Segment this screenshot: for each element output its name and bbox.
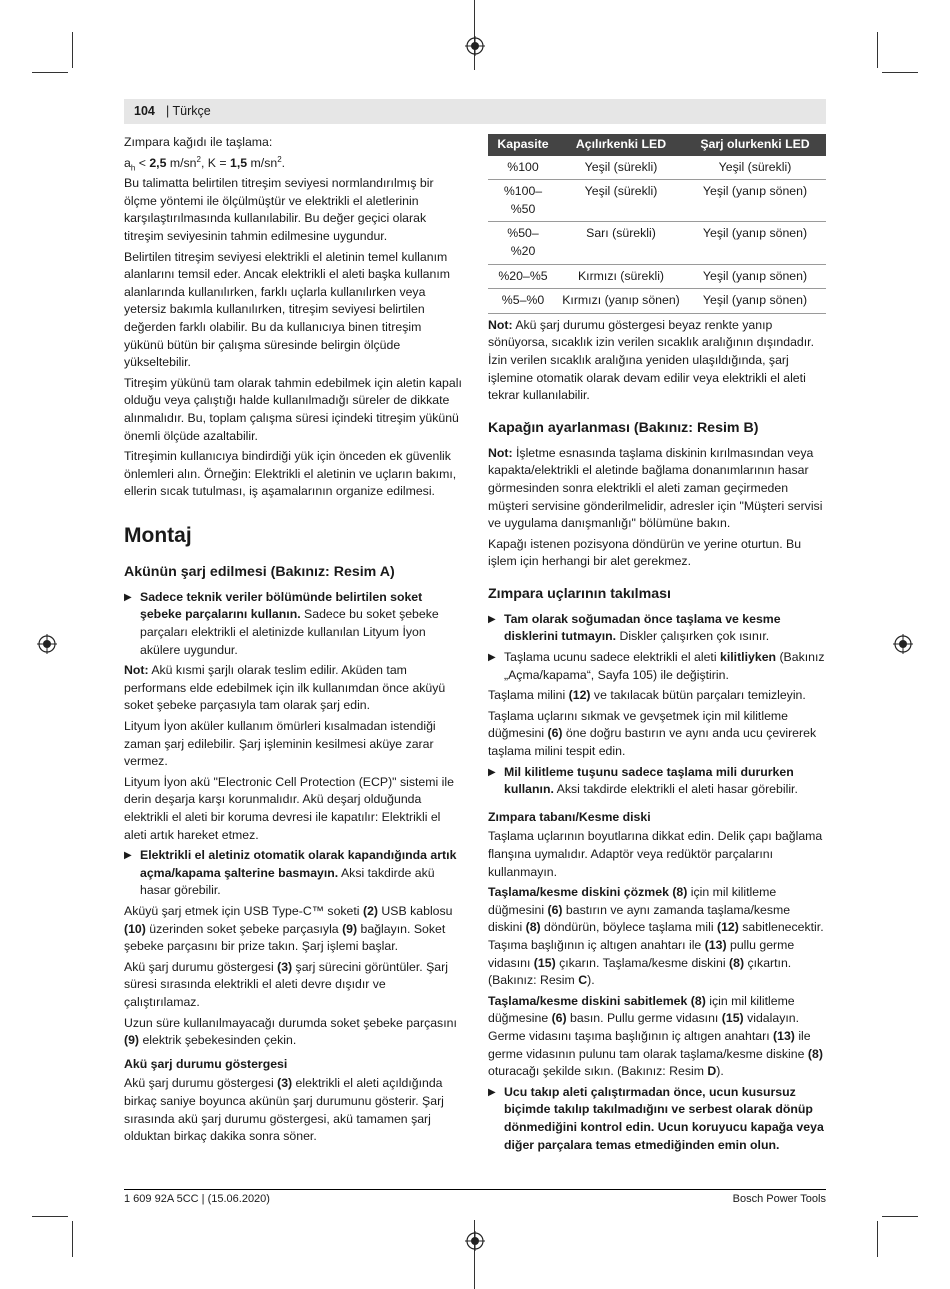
vibration-values: $a_h < 2,5$ $m/sn^2$, K = 1,5 $m/sn^2$. bbox=[124, 154, 286, 173]
table-row bbox=[488, 180, 826, 222]
note: Not: Akü şarj durumu göstergesi beyaz renkte yanıp sönüyorsa, sıcaklık izin verilen sıcaklık aralığının dışındadır. İzin verilen sıcaklık aralığına yeniden ulaşıldığında, şarj işlemine otomatik olarak devam edilir veya elektrikli el aleti tekrar kullanılabilir. bbox=[488, 317, 815, 403]
paragraph: Taşlama milini (12) ve takılacak bütün parçaları temizleyin. bbox=[488, 688, 806, 703]
warning-bullet: ▶ Sadece teknik veriler bölümünde belirtilen soket şebeke parçalarını kullanın. Sadece bu soket şebeke parçaları elektrikli el aletinizde kullanılan Lityum İyon akülere uygundur. bbox=[124, 589, 439, 657]
triangle-bullet-icon: ▶ bbox=[124, 591, 132, 603]
footer-brand: Bosch Power Tools bbox=[732, 1193, 826, 1205]
warning-bullet: ▶ Mil kilitleme tuşunu sadece taşlama mili dururken kullanın. Aksi takdirde elektrikli el aleti hasar görebilir. bbox=[488, 764, 798, 797]
paragraph: Taşlama/kesme diskini çözmek (8) için mil kilitleme düğmesini (6) bastırın ve aynı zamanda taşlama/kesme diskini (8) döndürün, böylece taşlama mili (12) sabitlenecektir. Taşıma başlığının iç altıgen anahtarı ile (13) pullu germe vidasını (15) çıkarın. Taşlama/kesme diskini (8) çıkartın. (Bakınız: Resim C). bbox=[488, 885, 824, 988]
paragraph: Titreşim yükünü tam olarak tahmin edebilmek için aletin kapalı olduğu veya çalıştığı halde kullanılmadığı süreler de dikkate alınmalıdır. Bu, toplam çalışma süresi içindeki titreşim yükünü önemli ölçüde azaltabilir. bbox=[124, 375, 462, 443]
table-cell: Yeşil (yanıp sönen) bbox=[684, 222, 826, 264]
table-cell: Yeşil (yanıp sönen) bbox=[684, 289, 826, 314]
subsection-heading-tips: Zımpara uçlarının takılması bbox=[488, 585, 671, 602]
table-cell: Yeşil (yanıp sönen) bbox=[684, 264, 826, 289]
paragraph: Taşlama/kesme diskini sabitlemek (8) için mil kilitleme düğmesine (6) basın. Pullu germe vidasını (15) vidalayın. Germe vidasını taşıma başlığının iç altıgen anahtarı (13) ile germe vidasının pulunu tam olarak taşlama/kesme diskine (8) oturacağı şekilde sıkın. (Bakınız: Resim D). bbox=[488, 993, 823, 1079]
paragraph: Belirtilen titreşim seviyesi elektrikli el aletinin temel kullanım alanlarını temsil eder. Ancak elektrikli el aleti başka kullanım alanlarında kullanılırken, farklı uçlarla kullanılırken veya yetersiz bakımla kullanılırken, titreşim seviyesi belirtilen değerden farklı olabilir. Bu da kullanıcıya binen titreşim yükünü bütün bir çalışma süresinde belirgin ölçüde yükseltebilir. bbox=[124, 249, 451, 370]
paragraph: Lityum İyon aküler kullanım ömürleri kısalmadan istendiği zaman şarj edilebilir. Şarj işleminin kesilmesi aküye zarar vermez. bbox=[124, 719, 436, 769]
table-cell: %5–%0 bbox=[488, 289, 558, 314]
crop-mark bbox=[72, 1221, 73, 1257]
crop-mark bbox=[882, 1216, 918, 1217]
table-cell: Kırmızı (sürekli) bbox=[558, 264, 684, 289]
table-header-row bbox=[488, 134, 826, 156]
paragraph: Taşlama uçlarını sıkmak ve gevşetmek için mil kilitleme düğmesini (6) öne doğru bastırın ve aynı anda ucu çevirerek taşlama milini tespit edin. bbox=[488, 708, 817, 759]
table-cell: Yeşil (sürekli) bbox=[558, 156, 684, 180]
triangle-bullet-icon: ▶ bbox=[488, 1086, 496, 1098]
table-header: Kapasite bbox=[488, 134, 558, 156]
table-cell: %100 bbox=[488, 156, 558, 180]
right-column bbox=[488, 134, 826, 1157]
crop-mark bbox=[882, 72, 918, 73]
table-row bbox=[488, 156, 826, 180]
table-header: Açılırkenki LED bbox=[558, 134, 684, 156]
table-cell: %100– %50 bbox=[488, 180, 558, 222]
table-cell: %20–%5 bbox=[488, 264, 558, 289]
capacity-table bbox=[488, 134, 826, 314]
crop-mark bbox=[474, 0, 475, 70]
table-cell: Sarı (sürekli) bbox=[558, 222, 684, 264]
subheading-disc: Zımpara tabanı/Kesme diski bbox=[488, 809, 651, 824]
vibration-label: Zımpara kağıdı ile taşlama: bbox=[124, 135, 273, 149]
paragraph: Bu talimatta belirtilen titreşim seviyesi normlandırılmış bir ölçme yöntemi ile ölçülmüştür ve elektrikli el aletlerinin karşılaştırılmasında kullanılabilir. Bu değer geçici olarak titreşim seviyesinin tahmin edilmesine uygundur. bbox=[124, 176, 434, 243]
page-header bbox=[124, 99, 826, 124]
crop-mark bbox=[72, 32, 73, 68]
warning-bullet: ▶ Elektrikli el aletiniz otomatik olarak kapandığında artık açma/kapama şalterine basmayın. Aksi takdirde akü hasar görebilir. bbox=[124, 848, 457, 898]
paragraph: Uzun süre kullanılmayacağı durumda soket şebeke parçasını (9) elektrik şebekesinden çekin. bbox=[124, 1015, 457, 1048]
triangle-bullet-icon: ▶ bbox=[488, 613, 496, 625]
triangle-bullet-icon: ▶ bbox=[488, 652, 496, 664]
paragraph: Titreşimin kullanıcıya bindirdiği yük için önceden ek güvenlik önlemleri alın. Örneğin: Elektrikli el aletinin ve uçların bakımı, ellerin sıcak tutulması, iş aşamalarının organize edilmesi. bbox=[124, 449, 457, 499]
registration-mark-icon bbox=[465, 36, 485, 56]
subheading-charge-indicator: Akü şarj durumu göstergesi bbox=[124, 1056, 288, 1071]
crop-mark bbox=[877, 32, 878, 68]
crop-mark bbox=[32, 72, 68, 73]
triangle-bullet-icon: ▶ bbox=[124, 850, 132, 862]
paragraph: Akü şarj durumu göstergesi (3) elektrikli el aleti açıldığında birkaç saniye boyunca akünün şarj durumunu gösterir. Şarj sırasında akü şarj durumu göstergesi, akü tamamen şarj olduktan birkaç dakika sonra söner. bbox=[124, 1076, 444, 1144]
table-row bbox=[488, 289, 826, 314]
table-row bbox=[488, 222, 826, 264]
paragraph: Taşlama uçlarının boyutlarına dikkat edin. Delik çapı bağlama flanşına uymalıdır. Adaptör veya redüktör parçalarını kullanmayın. bbox=[488, 829, 823, 879]
table-cell: Yeşil (sürekli) bbox=[684, 156, 826, 180]
registration-mark-icon bbox=[893, 634, 913, 654]
table-cell: %50– %20 bbox=[488, 222, 558, 264]
paragraph: Lityum İyon akü "Electronic Cell Protection (ECP)" sistemi ile derin deşarja karşı korunmalıdır. Akü deşarj olduğunda elektrikli el aleti bir koruma devresi ile kapatılır: Elektrikli el aleti artık hareket etmez. bbox=[124, 774, 454, 842]
paragraph: Aküyü şarj etmek için USB Type-C™ soketi (2) USB kablosu (10) üzerinden soket şebeke parçasıyla (9) bağlayın. Soket şebeke parçasını bir prize takın. Şarj işlemi başlar. bbox=[124, 903, 453, 954]
warning-bullet: ▶ Ucu takıp aleti çalıştırmadan önce, ucun kusursuz biçimde takılıp takılmadığını ve serbest olarak dönüp dönmediğini kontrol edin. Ucun koruyucu kapağa veya diğer parçalara temas etmediğinden emin olun. bbox=[488, 1084, 824, 1152]
left-column bbox=[124, 134, 462, 1149]
language-label: Türkçe bbox=[172, 104, 211, 118]
table-header: Şarj olurkenki LED bbox=[684, 134, 826, 156]
paragraph: Kapağı istenen pozisyona döndürün ve yerine oturtun. Bu işlem için herhangi bir alet gerekmez. bbox=[488, 536, 802, 569]
registration-mark-icon bbox=[465, 1231, 485, 1251]
section-heading-montaj: Montaj bbox=[124, 523, 192, 547]
paragraph: Akü şarj durumu göstergesi (3) şarj sürecini görüntüler. Şarj süresi sırasında elektrikli el aleti devre dışıdır ve çalıştırılamaz. bbox=[124, 959, 448, 1009]
note: Not: Akü kısmi şarjlı olarak teslim edilir. Aküden tam performans elde edebilmek için ilk kullanımdan önce aküyü soket şebeke parçasıyla tam olarak şarj edin. bbox=[124, 663, 446, 713]
table-cell: Yeşil (yanıp sönen) bbox=[684, 180, 826, 222]
crop-mark bbox=[877, 1221, 878, 1257]
footer-document-code: 1 609 92A 5CC | (15.06.2020) bbox=[124, 1193, 270, 1205]
table-cell: Yeşil (sürekli) bbox=[558, 180, 684, 222]
table-row bbox=[488, 264, 826, 289]
table-cell: Kırmızı (yanıp sönen) bbox=[558, 289, 684, 314]
warning-bullet: ▶ Tam olarak soğumadan önce taşlama ve kesme disklerini tutmayın. Diskler çalışırken çok ısınır. bbox=[488, 611, 781, 644]
triangle-bullet-icon: ▶ bbox=[488, 766, 496, 778]
page-number: 104 bbox=[134, 104, 155, 118]
subsection-heading-charging: Akünün şarj edilmesi (Bakınız: Resim A) bbox=[124, 563, 395, 580]
registration-mark-icon bbox=[37, 634, 57, 654]
subsection-heading-cover: Kapağın ayarlanması (Bakınız: Resim B) bbox=[488, 419, 759, 436]
crop-mark bbox=[32, 1216, 68, 1217]
header-language: | Türkçe bbox=[166, 104, 211, 118]
note: Not: İşletme esnasında taşlama diskinin kırılmasından veya kapakta/elektrikli el aletinde bağlama donanımlarının hasar görmesinden sonra elektrikli el aleti zaman geçirmeden müşteri servisine gönderilmelidir, adresler için "Müşteri servisi ve uygulama danışmanlığı" bölümüne bakın. bbox=[488, 445, 823, 531]
footer-rule bbox=[124, 1189, 826, 1190]
warning-bullet: ▶ Taşlama ucunu sadece elektrikli el aleti kilitliyken (Bakınız „Açma/kapama“, Sayfa 105) ile değiştirin. bbox=[488, 650, 825, 682]
